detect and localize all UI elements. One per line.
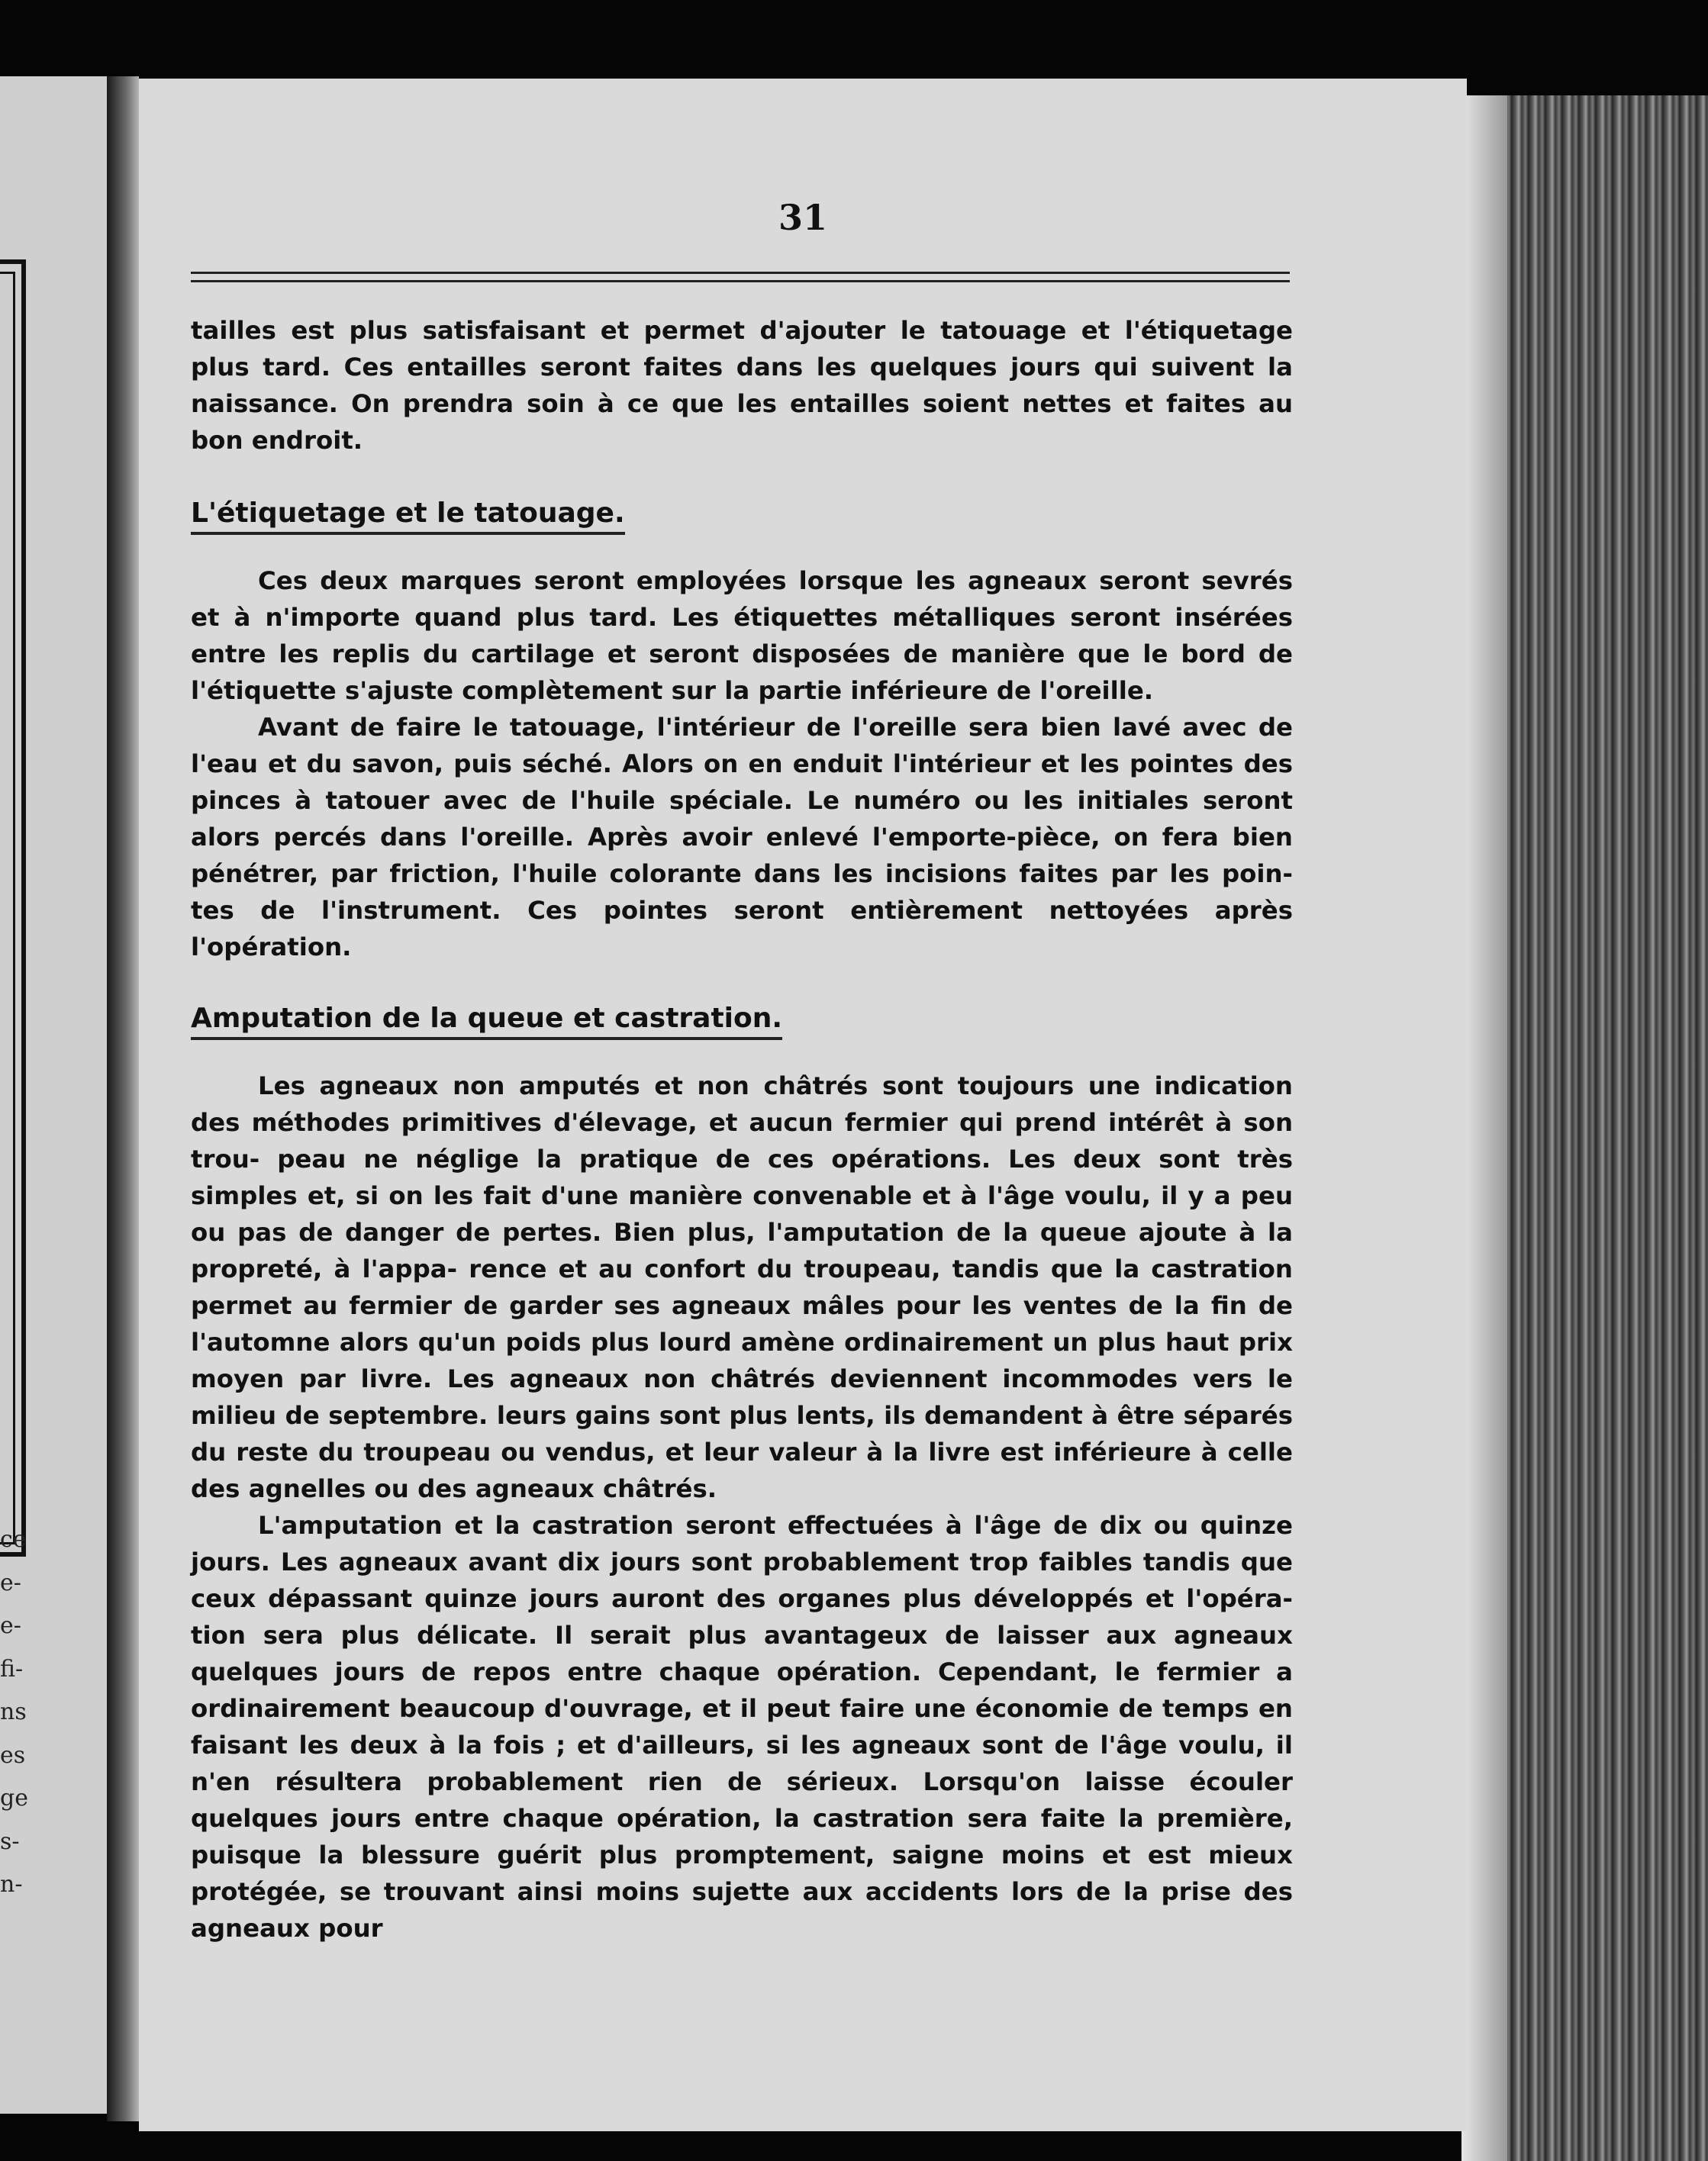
text-line: entre les replis du cartilage et seront disposées de manière que le bord de [191,639,1293,668]
text-line: des pinces à tatouer avec de l'huile spéciale. Le numéro ou les initiales [191,749,1293,815]
text-line: tes de l'instrument. Ces pointes seront entièrement nettoyées après l'opération. [191,896,1293,961]
text-line: tion sera plus délicate. Il serait plus avantageux de laisser aux agneaux [191,1621,1293,1650]
section-heading-etiquetage: L'étiquetage et le tatouage. [191,497,625,535]
text-line: L'amputation et la castration seront effectuées à l'âge de dix ou quinze [258,1511,1293,1540]
body-paragraph [191,1068,1293,1507]
text-line: n'en résultera probablement rien de sérieux. Lorsqu'on laisse écouler quelques [191,1767,1293,1833]
text-line: blessure guérit plus promptement, saigne moins et est mieux protégée, se [191,1841,1294,1906]
page-edges [1461,95,1708,2161]
text-line: quelques jours de repos entre chaque opération. Cependant, le fermier a [191,1657,1293,1686]
text-line: bien pénétrer, par friction, l'huile colorante dans les incisions faites par les poin- [191,823,1293,888]
fragment-line: fi- [0,1655,24,1683]
body-paragraph [191,709,1293,965]
section-heading-wrap [191,1000,1293,1040]
intro-paragraph [191,312,1293,459]
text-line: peau ne néglige la pratique de ces opérations. Les deux sont très simples et, si on [191,1145,1293,1210]
text-line: Ces deux marques seront employées lorsque les agneaux seront sevrés et [191,566,1293,632]
text-line: bon endroit. [191,426,363,455]
page-body [191,312,1293,1947]
section-amputation-body [191,1068,1293,1947]
text-line: seront alors percés dans l'oreille. Après avoir enlevé l'emporte-pièce, on fera [191,786,1294,852]
fragment-line: n- [0,1871,23,1898]
text-line: trouvant ainsi moins sujette aux accidents lors de la prise des agneaux pour [191,1877,1293,1943]
text-line: Les agneaux non châtrés deviennent incommodes vers le milieu de septembre. [191,1364,1294,1430]
body-paragraph [191,562,1293,709]
text-line: les fait d'une manière convenable et à l'âge voulu, il y a peu ou pas de danger [191,1181,1293,1247]
section-heading-amputation: Amputation de la queue et castration. [191,1002,782,1040]
text-line: leurs gains sont plus lents, ils demandent à être séparés du reste du troupeau [191,1401,1293,1467]
header-rule [191,272,1290,282]
text-line: rence et au confort du troupeau, tandis que la castration permet au fermier de [191,1254,1293,1320]
section-heading-wrap [191,495,1293,535]
fragment-line: e- [0,1612,21,1639]
text-line: naissance. On prendra soin à ce que les entailles soient nettes et faites au [191,389,1293,418]
fragment-line: s- [0,1828,20,1855]
text-line: de pertes. Bien plus, l'amputation de la queue ajoute à la propreté, à l'appa- [191,1218,1293,1283]
text-line: tailles est plus satisfaisant et permet d'ajouter le tatouage et l'étiquetage [191,316,1293,345]
text-line: plus tard. Ces entailles seront faites dans les quelques jours qui suivent la [191,353,1293,382]
text-line: jours entre chaque opération, la castration sera faite la première, puisque la [191,1804,1294,1870]
text-line: Avant de faire le tatouage, l'intérieur de l'oreille sera bien lavé avec de [258,713,1293,742]
text-line: méthodes primitives d'élevage, et aucun fermier qui prend intérêt à son trou- [191,1108,1294,1174]
fragment-line: ns [0,1699,27,1725]
text-line: Les agneaux non amputés et non châtrés sont toujours une indication des [191,1071,1293,1137]
book-gutter [107,76,139,2121]
text-line: ou vendus, et leur valeur à la livre est inférieure à celle des agnelles ou des [191,1438,1294,1503]
text-line: poids plus lourd amène ordinairement un plus haut prix moyen par livre. [191,1328,1294,1393]
text-line: jours. Les agneaux avant dix jours sont probablement trop faibles tandis que [191,1547,1293,1576]
text-line: agneaux châtrés. [475,1474,717,1503]
text-line: faisant les deux à la fois ; et d'ailleurs, si les agneaux sont de l'âge voulu, il [191,1731,1293,1760]
fragment-line: e- [0,1569,21,1596]
text-line: ceux dépassant quinze jours auront des organes plus développés et l'opéra- [191,1584,1293,1613]
facing-page-border [0,259,26,1557]
text-line: l'eau et du savon, puis séché. Alors on en enduit l'intérieur et les pointes [191,749,1234,778]
fragment-line: es [0,1741,26,1769]
book-page [139,79,1467,2131]
text-line: garder ses agneaux mâles pour les ventes de la fin de l'automne alors qu'un [191,1291,1293,1357]
section-etiquetage-body [191,562,1293,965]
text-line: ordinairement beaucoup d'ouvrage, et il peut faire une économie de temps en [191,1694,1293,1723]
text-line: l'étiquette s'ajuste complètement sur la partie inférieure de l'oreille. [191,676,1154,705]
page-number: 31 [778,197,827,238]
fragment-line: ce [0,1526,27,1553]
body-paragraph [191,1507,1293,1947]
facing-page-text-fragments [0,1518,28,1907]
text-line: à n'importe quand plus tard. Les étiquettes métalliques seront insérées [234,603,1293,632]
fragment-line: ge [0,1785,28,1812]
